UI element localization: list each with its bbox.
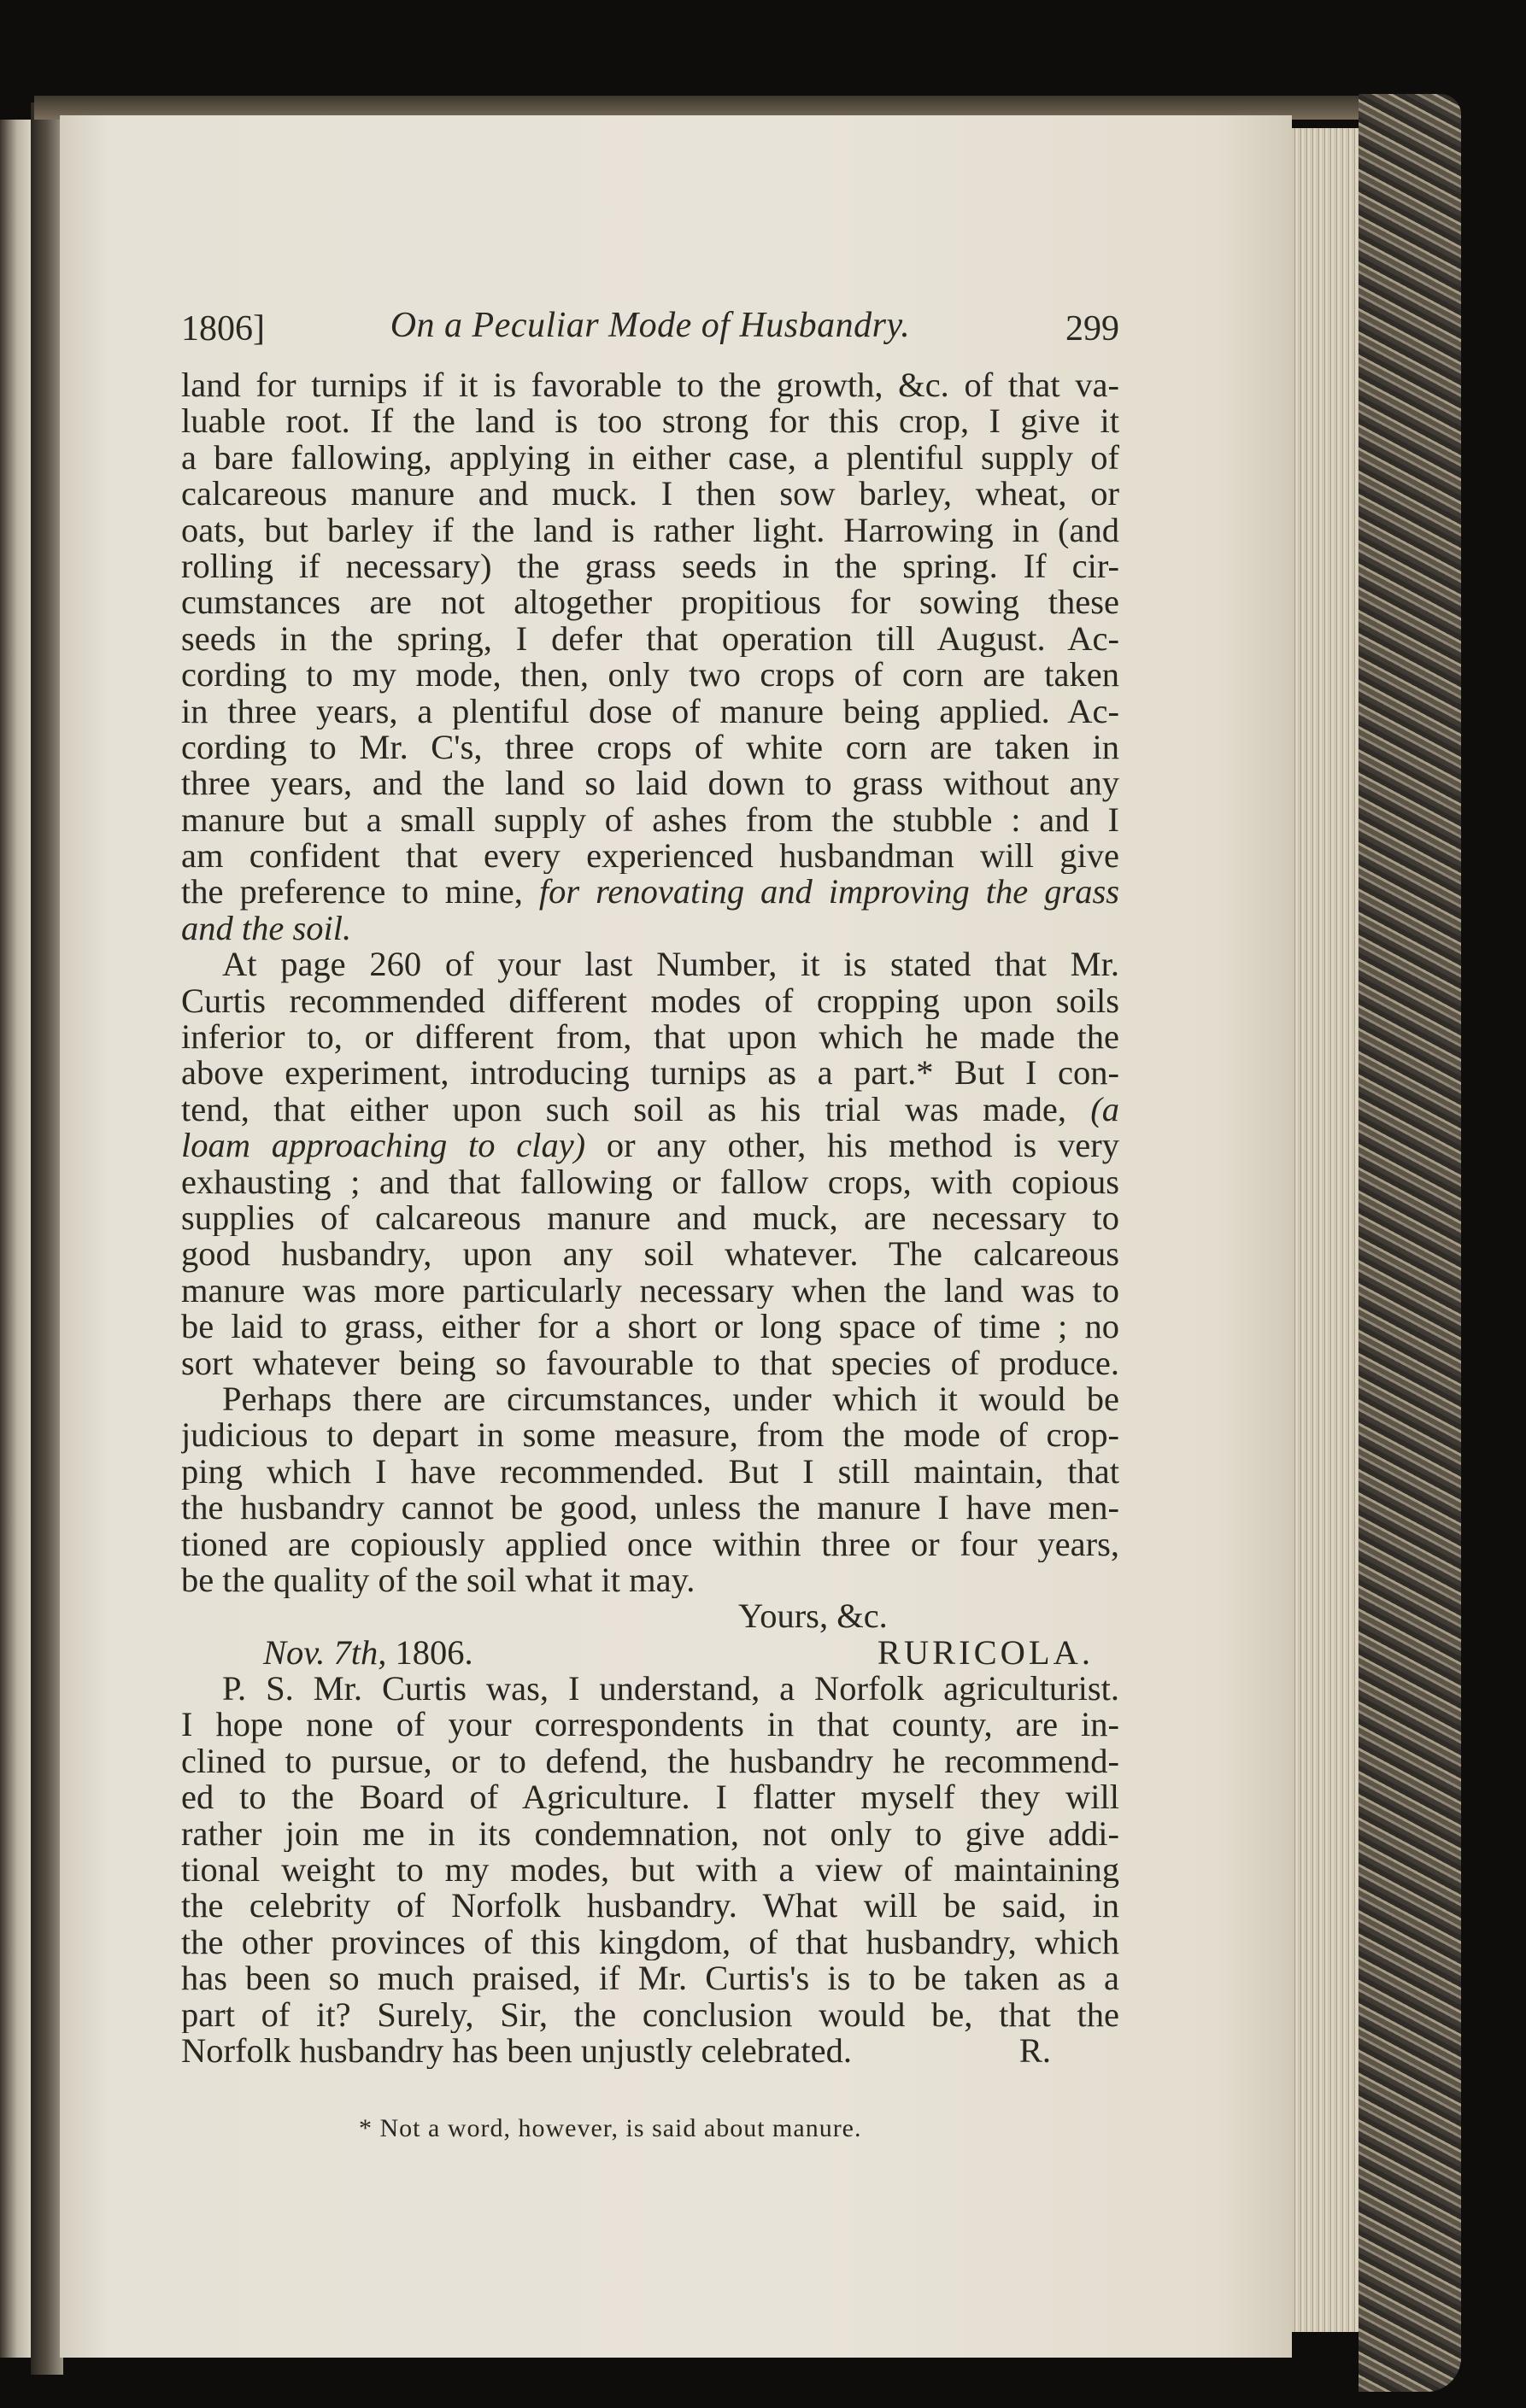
running-title: On a Peculiar Mode of Husbandry.: [390, 306, 911, 345]
text-line: tioned are copiously applied once within three or four years,: [181, 1526, 1119, 1562]
page-edges: [1292, 128, 1367, 2332]
text-line: P. S. Mr. Curtis was, I understand, a Norfolk agriculturist.: [222, 1671, 1119, 1708]
italic-phrase: (a: [1090, 1091, 1119, 1128]
text-line: manure was more particularly necessary when the land was to: [181, 1272, 1119, 1309]
text-line: rather join me in its condemnation, not only to give addi-: [181, 1815, 1119, 1853]
text-line: cording to my mode, then, only two crops of corn are taken: [181, 657, 1119, 694]
text-line: am confident that every experienced husbandman will give: [181, 838, 1119, 875]
text-line: inferior to, or different from, that upon which he made the: [181, 1019, 1119, 1056]
signature: RURICOLA.: [877, 1634, 1094, 1672]
text-line: sort whatever being so favourable to that species of produce.: [181, 1345, 1119, 1381]
text-line: part of it? Surely, Sir, the conclusion would be, that the: [181, 1996, 1119, 2033]
text-line: rolling if necessary) the grass seeds in the spring. If cir-: [181, 548, 1119, 585]
text-line: be laid to grass, either for a short or long space of time ; no: [181, 1309, 1119, 1345]
text-line: Perhaps there are circumstances, under which it would be: [222, 1380, 1119, 1418]
text-line: seeds in the spring, I defer that operation till August. Ac-: [181, 620, 1119, 658]
postscript-initial: R.: [1018, 2032, 1051, 2070]
body-text: [181, 367, 1119, 2069]
text-line: cording to Mr. C's, three crops of white corn are taken in: [181, 729, 1119, 766]
text-line: above experiment, introducing turnips as a part.* But I con-: [181, 1055, 1119, 1092]
text-line: a bare fallowing, applying in either case, a plentiful supply of: [181, 439, 1119, 477]
text-run: the preference to mine,: [181, 874, 523, 911]
text-line: ping which I have recommended. But I still maintain, that: [181, 1453, 1119, 1491]
paragraph-2: [181, 946, 1119, 1381]
text-line: manure but a small supply of ashes from the stubble : and I: [181, 801, 1119, 839]
text-line: exhausting ; and that fallowing or fallow crops, with copious: [181, 1163, 1119, 1200]
text-run: Norfolk husbandry has been unjustly celebrated.: [181, 2032, 853, 2070]
page-number: 299: [1065, 309, 1119, 349]
text-line: has been so much praised, if Mr. Curtis's is to be taken as a: [181, 1960, 1119, 1997]
text-line: the husbandry cannot be good, unless the manure I have men-: [181, 1490, 1119, 1526]
date-signature-line: [181, 1635, 1119, 1671]
text-line: supplies of calcareous manure and muck, are necessary to: [181, 1199, 1119, 1237]
letter-date: [263, 1635, 473, 1671]
date-text: Nov. 7th,: [263, 1634, 387, 1672]
text-run: tend, that either upon such soil as his trial was made,: [181, 1091, 1091, 1128]
footnote: * Not a word, however, is said about manure.: [359, 2114, 862, 2142]
text-line: cumstances are not altogether propitious for sowing these: [181, 584, 1119, 621]
text-line: clined to pursue, or to defend, the husbandry he recommend-: [181, 1743, 1119, 1780]
text-line: three years, and the land so laid down to grass without any: [181, 765, 1119, 802]
text-line: be the quality of the soil what it may.: [181, 1561, 696, 1599]
text-line: judicious to depart in some measure, from the mode of crop-: [181, 1417, 1119, 1454]
text-line: I hope none of your correspondents in that county, are in-: [181, 1707, 1119, 1743]
text-line: tional weight to my modes, but with a view of maintaining: [181, 1852, 1119, 1889]
marbled-cover: [1359, 94, 1461, 2392]
text-line: land for turnips if it is favorable to the growth, &c. of that va-: [181, 367, 1119, 404]
facing-page-edge: [0, 120, 31, 2358]
italic-phrase: loam approaching to clay): [181, 1128, 586, 1164]
text-line: [181, 874, 1119, 910]
text-line: luable root. If the land is too strong for this crop, I give it: [181, 403, 1119, 440]
text-line: At page 260 of your last Number, it is stated that Mr.: [222, 946, 1119, 983]
text-line: good husbandry, upon any soil whatever. The calcareous: [181, 1236, 1119, 1273]
italic-phrase: and the soil.: [181, 910, 352, 947]
text-run: or any other, his method is very: [585, 1128, 1119, 1164]
paragraph-1: [181, 367, 1119, 946]
text-line: [181, 1128, 1119, 1163]
text-line: in three years, a plentiful dose of manure being applied. Ac-: [181, 693, 1119, 729]
closing: Yours, &c.: [738, 1598, 888, 1635]
header-year: 1806]: [181, 309, 265, 349]
running-header: [181, 305, 1119, 349]
date-year: 1806.: [395, 1634, 473, 1672]
text-line: the other provinces of this kingdom, of that husbandry, which: [181, 1924, 1119, 1961]
text-line: calcareous manure and muck. I then sow barley, wheat, or: [181, 476, 1119, 513]
text-line: [181, 2033, 1119, 2069]
paragraph-3: [181, 1381, 1119, 1598]
text-line: [181, 1092, 1119, 1128]
italic-phrase: for renovating and improving the grass: [538, 874, 1119, 911]
text-line: ed to the Board of Agriculture. I flatter myself they will: [181, 1779, 1119, 1816]
postscript: [181, 1671, 1119, 2069]
text-line: the celebrity of Norfolk husbandry. What will be said, in: [181, 1888, 1119, 1925]
book-gutter: [31, 103, 63, 2375]
text-line: oats, but barley if the land is rather light. Harrowing in (and: [181, 512, 1119, 548]
text-line: Curtis recommended different modes of cropping upon soils: [181, 982, 1119, 1020]
